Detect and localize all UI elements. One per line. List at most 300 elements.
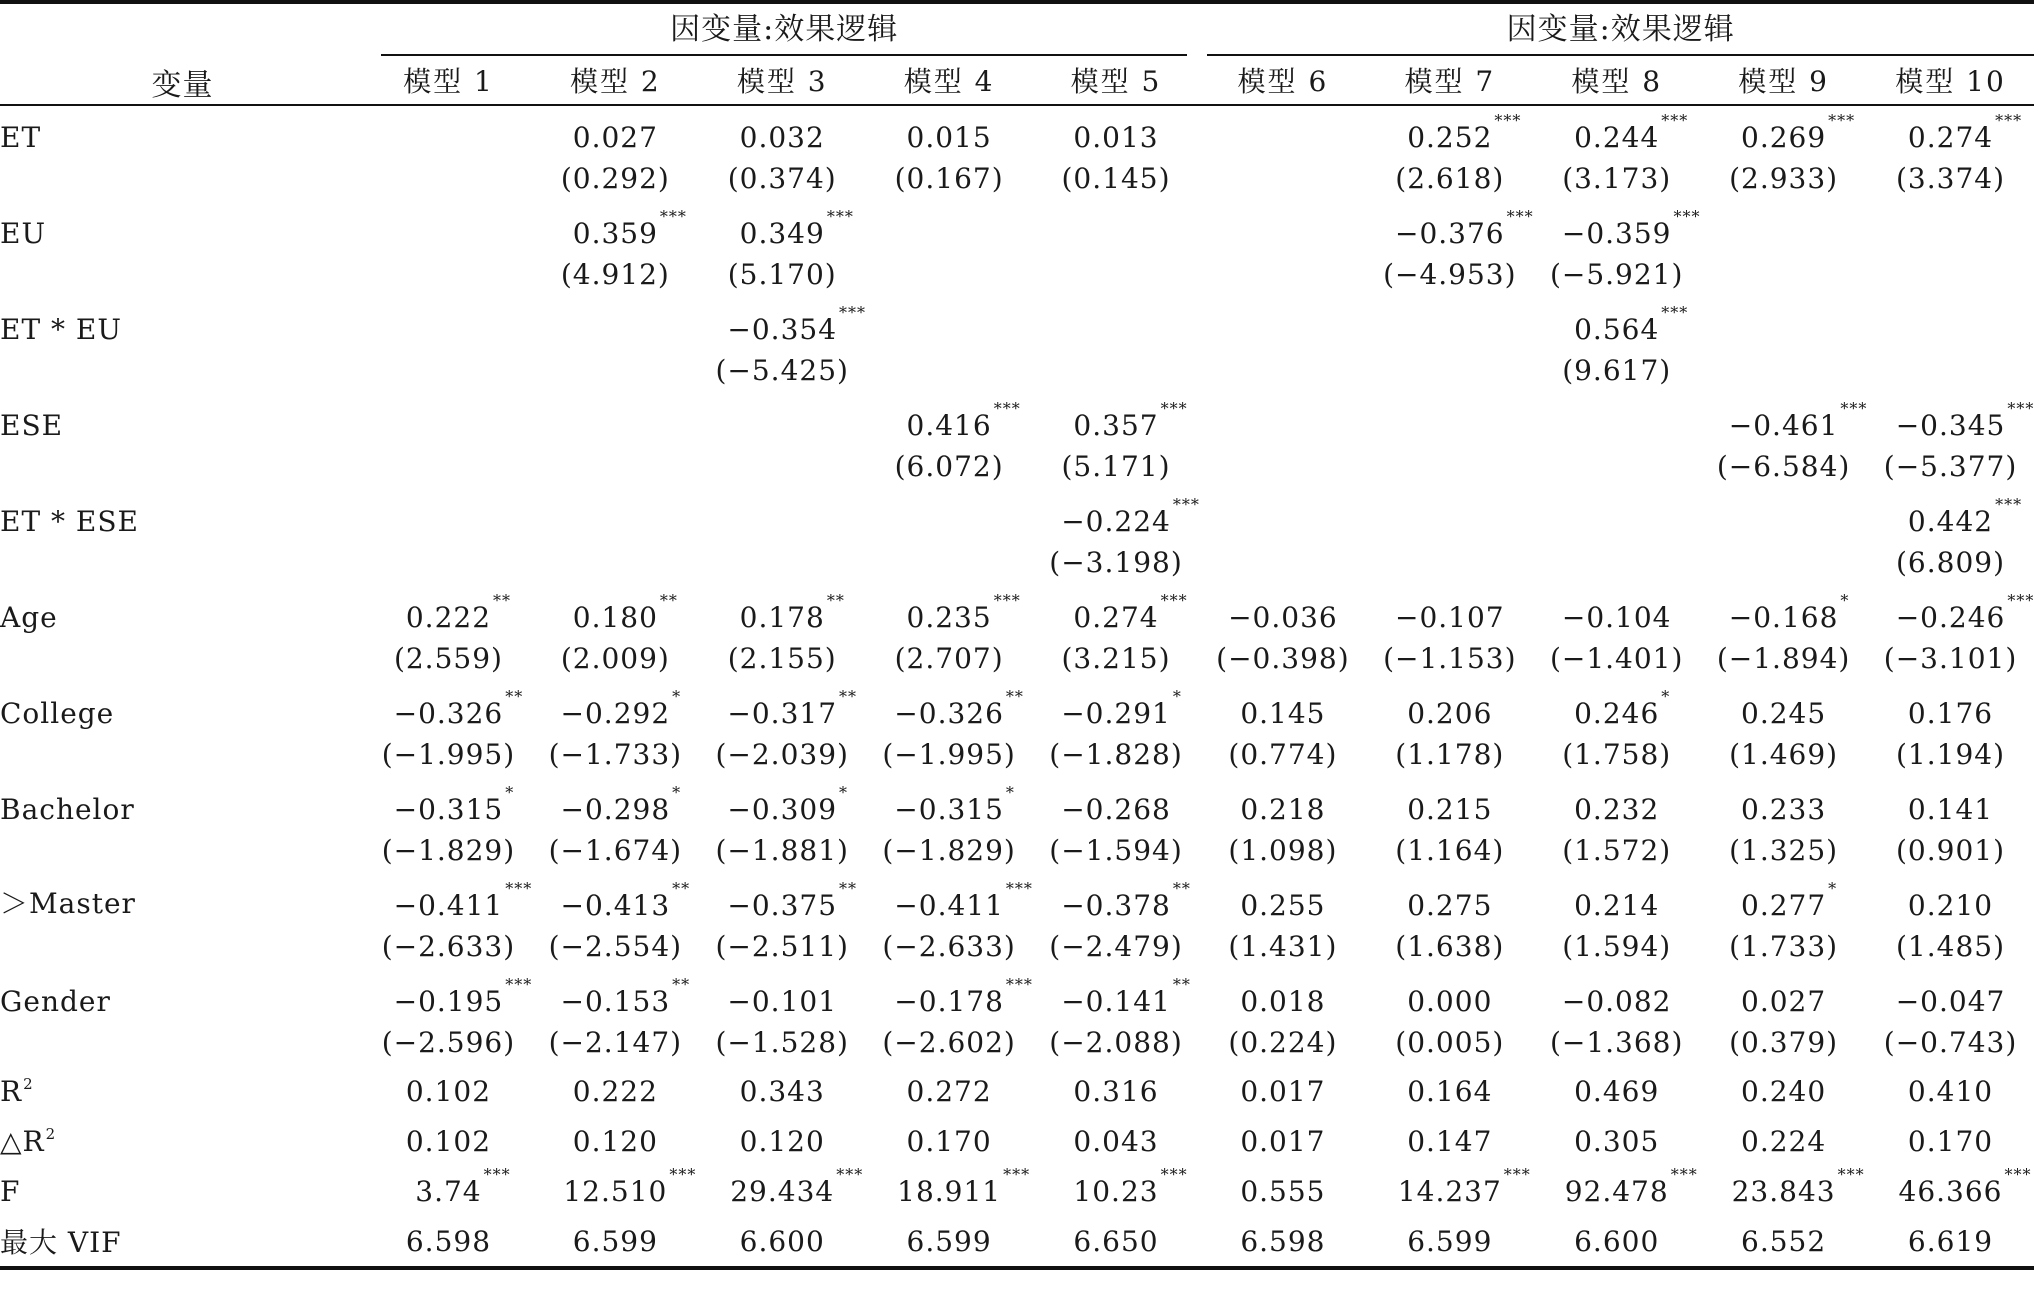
cell-value: 0.176 (1907, 697, 1994, 730)
table-cell (1867, 490, 2034, 538)
significance-stars: * (1172, 687, 1182, 706)
cell-value: 0.469 (1574, 1074, 1660, 1108)
table-cell (866, 1216, 1033, 1268)
cell-value: 0.164 (1407, 1074, 1493, 1108)
cell-value: −0.298 * (560, 783, 682, 826)
statistic-name (0, 1216, 365, 1268)
table-cell (1533, 346, 1700, 394)
table-cell (365, 1018, 532, 1066)
cell-value: (−1.674) (548, 833, 683, 867)
table-cell (532, 346, 699, 394)
cell-value: 6.600 (1574, 1224, 1660, 1258)
cell-value: 23.843 *** (1731, 1164, 1865, 1208)
cell-value: (−1.733) (548, 737, 683, 771)
table-cell (1366, 970, 1533, 1018)
cell-value: 0.275 (1407, 889, 1493, 922)
significance-stars: *** (1661, 111, 1689, 130)
table-cell (1700, 346, 1867, 394)
cell-value: −0.101 (727, 985, 838, 1018)
table-cell (1033, 298, 1200, 346)
table-cell (866, 346, 1033, 394)
table-cell (699, 1216, 866, 1268)
table-cell (1199, 202, 1366, 250)
table-cell (1533, 250, 1700, 298)
table-row (0, 778, 2034, 826)
cell-value: 0.120 (739, 1124, 825, 1158)
table-cell (1366, 202, 1533, 250)
table-cell (1033, 250, 1200, 298)
significance-stars: * (1840, 591, 1850, 610)
cell-value: −0.315 * (894, 783, 1015, 826)
table-cell (365, 538, 532, 586)
cell-value: −0.309 * (727, 783, 849, 826)
cell-value: 0.206 (1407, 697, 1493, 730)
cell-value: −0.292 * (560, 687, 682, 730)
cell-value: (2.009) (560, 641, 670, 675)
table-cell (1366, 490, 1533, 538)
significance-stars: ** (505, 687, 524, 706)
cell-value: 18.911 *** (897, 1164, 1031, 1208)
table-cell (1700, 442, 1867, 490)
table-cell (1867, 202, 2034, 250)
cell-value: (0.374) (727, 161, 837, 195)
table-row (0, 1018, 2034, 1066)
table-cell (1867, 298, 2034, 346)
statistic-name (0, 1066, 365, 1116)
cell-value: (−2.088) (1049, 1025, 1183, 1059)
table-cell (1533, 105, 1700, 154)
table-cell (1033, 586, 1200, 634)
cell-value: 0.027 (572, 121, 658, 154)
table-cell (1199, 970, 1366, 1018)
table-cell (1033, 346, 1200, 394)
table-cell (532, 1216, 699, 1268)
cell-value: 0.224 (1741, 1124, 1827, 1158)
table-cell (1199, 538, 1366, 586)
cell-value: 0.416 *** (906, 399, 1021, 442)
table-cell (1867, 442, 2034, 490)
variable-name: ET (0, 121, 42, 154)
cell-value: 3.74 *** (415, 1164, 511, 1208)
table-cell (866, 442, 1033, 490)
table-cell (866, 586, 1033, 634)
table-row (0, 826, 2034, 874)
cell-value: (0.774) (1228, 737, 1338, 771)
table-row (0, 922, 2034, 970)
cell-value: 0.235 *** (906, 591, 1021, 634)
table-cell (1700, 1066, 1867, 1116)
table-cell (1700, 298, 1867, 346)
dependent-variable-group-2: 因变量:效果逻辑 (1199, 2, 2034, 56)
table-cell (532, 105, 699, 154)
cell-value: 0.102 (405, 1124, 492, 1158)
cell-value: (−1.528) (715, 1025, 849, 1059)
table-cell (365, 778, 532, 826)
model-header: 模型 10 (1867, 56, 2034, 105)
table-cell (1199, 1216, 1366, 1268)
cell-value: 0.222 (572, 1074, 658, 1108)
cell-value: (−3.198) (1049, 545, 1183, 579)
table-cell (1700, 874, 1867, 922)
table-cell (1033, 490, 1200, 538)
significance-stars: *** (836, 1164, 864, 1184)
cell-value: 0.410 (1907, 1074, 1994, 1108)
cell-value: (1.194) (1896, 737, 2006, 771)
cell-value: (6.072) (894, 449, 1004, 483)
table-cell (866, 1018, 1033, 1066)
significance-stars: *** (1005, 975, 1033, 994)
cell-value: 92.478 *** (1564, 1164, 1698, 1208)
table-cell (1533, 394, 1700, 442)
cell-value: −0.375 ** (727, 879, 858, 922)
significance-stars: *** (1506, 207, 1534, 226)
superscript: 2 (23, 1074, 34, 1093)
table-cell (1533, 490, 1700, 538)
table-cell (699, 442, 866, 490)
significance-stars: *** (483, 1164, 511, 1184)
table-cell (699, 586, 866, 634)
table-cell (1033, 970, 1200, 1018)
table-row (0, 682, 2034, 730)
table-cell (1533, 442, 1700, 490)
cell-value: 0.274 *** (1907, 111, 2023, 154)
cell-value: (−2.633) (882, 929, 1016, 963)
cell-value: 0.120 (572, 1124, 658, 1158)
cell-value: 0.232 (1574, 793, 1660, 826)
table-cell (1867, 874, 2034, 922)
table-cell (365, 394, 532, 442)
model-header: 模型 4 (866, 56, 1033, 105)
cell-value: 6.599 (906, 1224, 992, 1258)
significance-stars: ** (672, 879, 691, 898)
cell-value: (3.173) (1562, 161, 1672, 195)
cell-value: 0.180 ** (572, 591, 678, 634)
cell-value: 0.316 (1073, 1074, 1159, 1108)
table-cell (699, 778, 866, 826)
cell-value: 0.032 (739, 121, 825, 154)
table-cell (699, 1018, 866, 1066)
significance-stars: *** (1160, 1164, 1188, 1184)
table-cell (1533, 922, 1700, 970)
significance-stars: * (1005, 783, 1015, 802)
table-cell (1867, 922, 2034, 970)
cell-value: 0.555 (1240, 1174, 1326, 1208)
significance-stars: * (1661, 687, 1671, 706)
table-cell (699, 1116, 866, 1166)
table-cell (1033, 922, 1200, 970)
table-cell (1033, 730, 1200, 778)
table-cell (1033, 394, 1200, 442)
cell-value: (−2.479) (1049, 929, 1183, 963)
cell-value: −0.354 *** (727, 303, 867, 346)
table-cell (1533, 1116, 1700, 1166)
cell-value: (0.379) (1729, 1025, 1839, 1059)
cell-value: 46.366 *** (1898, 1164, 2032, 1208)
variable-name: Gender (0, 985, 111, 1018)
table-cell (1199, 682, 1366, 730)
table-cell (532, 1018, 699, 1066)
table-cell (699, 1066, 866, 1116)
table-cell (866, 298, 1033, 346)
table-cell (532, 1166, 699, 1216)
cell-value: (0.224) (1228, 1025, 1338, 1059)
significance-stars: *** (505, 975, 533, 994)
cell-value: (1.638) (1395, 929, 1505, 963)
table-cell (1533, 970, 1700, 1018)
table-cell (1533, 1066, 1700, 1116)
cell-value: (1.469) (1729, 737, 1839, 771)
table-cell (365, 826, 532, 874)
significance-stars: * (839, 783, 849, 802)
table-cell (1533, 778, 1700, 826)
cell-value: (−2.554) (548, 929, 683, 963)
table-cell (1700, 586, 1867, 634)
table-cell (866, 634, 1033, 682)
cell-value: 0.277 * (1741, 879, 1838, 922)
cell-value: 6.600 (739, 1224, 825, 1258)
table-cell (532, 778, 699, 826)
cell-value: −0.376 *** (1394, 207, 1534, 250)
blank-cell (0, 442, 365, 490)
table-cell (866, 874, 1033, 922)
cell-value: 0.244 *** (1574, 111, 1689, 154)
table-cell (1700, 826, 1867, 874)
cell-value: 0.359 *** (572, 207, 687, 250)
variable-name: Bachelor (0, 793, 135, 826)
statistic-name (0, 1166, 365, 1216)
cell-value: (0.167) (894, 161, 1004, 195)
cell-value: 0.027 (1741, 985, 1827, 1018)
table-cell (1533, 586, 1700, 634)
table-cell (1199, 1066, 1366, 1116)
table-cell (699, 730, 866, 778)
table-cell (866, 970, 1033, 1018)
cell-value: −0.141 ** (1061, 975, 1191, 1018)
table-cell (1366, 826, 1533, 874)
significance-stars: *** (993, 399, 1021, 418)
table-row (0, 298, 2034, 346)
dependent-variable-group-1: 因变量:效果逻辑 (365, 2, 1199, 56)
table-cell (699, 394, 866, 442)
table-cell (1199, 826, 1366, 874)
significance-stars: *** (1003, 1164, 1031, 1184)
cell-value: (−3.101) (1883, 641, 2018, 675)
table-cell (532, 1116, 699, 1166)
table-cell (1366, 298, 1533, 346)
cell-value: (−5.425) (715, 353, 849, 387)
table-cell (1366, 538, 1533, 586)
model-header: 模型 7 (1366, 56, 1533, 105)
table-cell (1366, 442, 1533, 490)
cell-value: 0.240 (1741, 1074, 1827, 1108)
table-cell (1033, 874, 1200, 922)
cell-value: −0.195 *** (393, 975, 533, 1018)
table-cell (1533, 202, 1700, 250)
significance-stars: * (1828, 879, 1838, 898)
table-cell (532, 586, 699, 634)
table-cell (1033, 1166, 1200, 1216)
cell-value: −0.178 *** (894, 975, 1033, 1018)
table-cell (1366, 346, 1533, 394)
significance-stars: ** (493, 591, 512, 610)
cell-value: 0.269 *** (1741, 111, 1856, 154)
table-cell (1199, 874, 1366, 922)
table-cell (1199, 586, 1366, 634)
superscript: 2 (45, 1124, 57, 1143)
table-cell (699, 922, 866, 970)
cell-value: (−2.602) (882, 1025, 1016, 1059)
significance-stars: *** (1172, 495, 1200, 514)
table-cell (1700, 682, 1867, 730)
table-cell (1867, 826, 2034, 874)
table-cell (532, 538, 699, 586)
cell-value: (−1.829) (381, 833, 516, 867)
table-cell (1366, 922, 1533, 970)
table-cell (1700, 634, 1867, 682)
table-cell (1199, 250, 1366, 298)
table-cell (1867, 970, 2034, 1018)
table-cell (1033, 826, 1200, 874)
variable-name: College (0, 697, 115, 730)
cell-value: 6.619 (1907, 1224, 1994, 1258)
table-cell (365, 586, 532, 634)
table-cell (1700, 202, 1867, 250)
table-row (0, 730, 2034, 778)
cell-value: 0.017 (1240, 1074, 1326, 1108)
cell-value: 0.017 (1240, 1124, 1326, 1158)
cell-value: (1.164) (1395, 833, 1505, 867)
variable-name: ET * EU (0, 313, 122, 346)
table-cell (1366, 586, 1533, 634)
table-row (0, 1116, 2034, 1166)
table-cell (1366, 105, 1533, 154)
cell-value: (−1.828) (1049, 737, 1183, 771)
table-cell (1533, 682, 1700, 730)
table-cell (1199, 105, 1366, 154)
statistic-label: R (0, 1074, 23, 1108)
table-cell (1199, 1018, 1366, 1066)
cell-value: 0.043 (1073, 1124, 1159, 1158)
table-cell (1867, 586, 2034, 634)
table-cell (1867, 682, 2034, 730)
cell-value: (−1.594) (1049, 833, 1183, 867)
table-row (0, 538, 2034, 586)
table-cell (699, 682, 866, 730)
cell-value: (−0.743) (1883, 1025, 2018, 1059)
cell-value: 0.252 *** (1407, 111, 1522, 154)
variable-name: Age (0, 601, 58, 634)
cell-value: −0.461 *** (1728, 399, 1868, 442)
table-cell (1366, 1018, 1533, 1066)
cell-value: (4.912) (560, 257, 670, 291)
table-cell (365, 250, 532, 298)
cell-value: 0.245 (1741, 697, 1827, 730)
table-cell (365, 442, 532, 490)
blank-cell (0, 1018, 365, 1066)
table-cell (365, 1216, 532, 1268)
cell-value: 0.349 *** (739, 207, 854, 250)
table-cell (1199, 922, 1366, 970)
table-cell (1700, 394, 1867, 442)
table-cell (1033, 538, 1200, 586)
table-cell (699, 202, 866, 250)
cell-value: 0.222 ** (405, 591, 512, 634)
cell-value: (−4.953) (1383, 257, 1517, 291)
variable-name: ＞Master (0, 887, 136, 920)
cell-value: (3.374) (1896, 161, 2006, 195)
table-cell (1533, 874, 1700, 922)
significance-stars: *** (1995, 495, 2023, 514)
cell-value: (−1.894) (1716, 641, 1851, 675)
variable-name: ET * ESE (0, 505, 139, 538)
table-cell (1867, 538, 2034, 586)
table-cell (1366, 154, 1533, 202)
cell-value: 6.650 (1073, 1224, 1159, 1258)
table-row (0, 1166, 2034, 1216)
cell-value: 6.598 (1240, 1224, 1326, 1258)
table-cell (699, 634, 866, 682)
cell-value: −0.411 *** (393, 879, 533, 922)
cell-value: 0.343 (739, 1074, 825, 1108)
cell-value: (1.098) (1228, 833, 1338, 867)
table-cell (699, 970, 866, 1018)
cell-value: −0.153 ** (560, 975, 691, 1018)
cell-value: 0.255 (1240, 889, 1326, 922)
table-cell (866, 1066, 1033, 1116)
table-cell (365, 1116, 532, 1166)
table-cell (866, 778, 1033, 826)
significance-stars: ** (1005, 687, 1024, 706)
table-row (0, 970, 2034, 1018)
cell-value: (−2.147) (548, 1025, 683, 1059)
cell-value: 14.237 *** (1397, 1164, 1531, 1208)
statistic-label: F (0, 1174, 21, 1208)
cell-value: −0.315 * (393, 783, 515, 826)
table-cell (365, 154, 532, 202)
table-row (0, 586, 2034, 634)
cell-value: 0.272 (906, 1074, 992, 1108)
significance-stars: ** (1172, 879, 1191, 898)
cell-value: 0.564 *** (1574, 303, 1689, 346)
table-cell (1533, 1216, 1700, 1268)
table-cell (1867, 105, 2034, 154)
table-cell (532, 250, 699, 298)
table-cell (1867, 394, 2034, 442)
table-cell (1867, 1216, 2034, 1268)
table-cell (1533, 298, 1700, 346)
cell-value: 6.598 (405, 1224, 492, 1258)
cell-value: −0.345 *** (1895, 399, 2034, 442)
blank-cell (0, 250, 365, 298)
table-cell (1366, 1166, 1533, 1216)
significance-stars: * (505, 783, 515, 802)
cell-value: 29.434 *** (730, 1164, 864, 1208)
cell-value: 0.210 (1907, 889, 1994, 922)
table-cell (365, 682, 532, 730)
cell-value: −0.291 * (1061, 687, 1182, 730)
table-cell (1366, 730, 1533, 778)
table-cell (1700, 778, 1867, 826)
cell-value: (2.707) (894, 641, 1004, 675)
cell-value: (−2.596) (381, 1025, 516, 1059)
cell-value: −0.104 (1561, 601, 1672, 634)
table-cell (1366, 250, 1533, 298)
cell-value: (5.171) (1061, 449, 1171, 483)
significance-stars: *** (1494, 111, 1522, 130)
cell-value: 0.246 * (1574, 687, 1671, 730)
cell-value: 0.000 (1407, 985, 1493, 1018)
table-cell (1700, 154, 1867, 202)
